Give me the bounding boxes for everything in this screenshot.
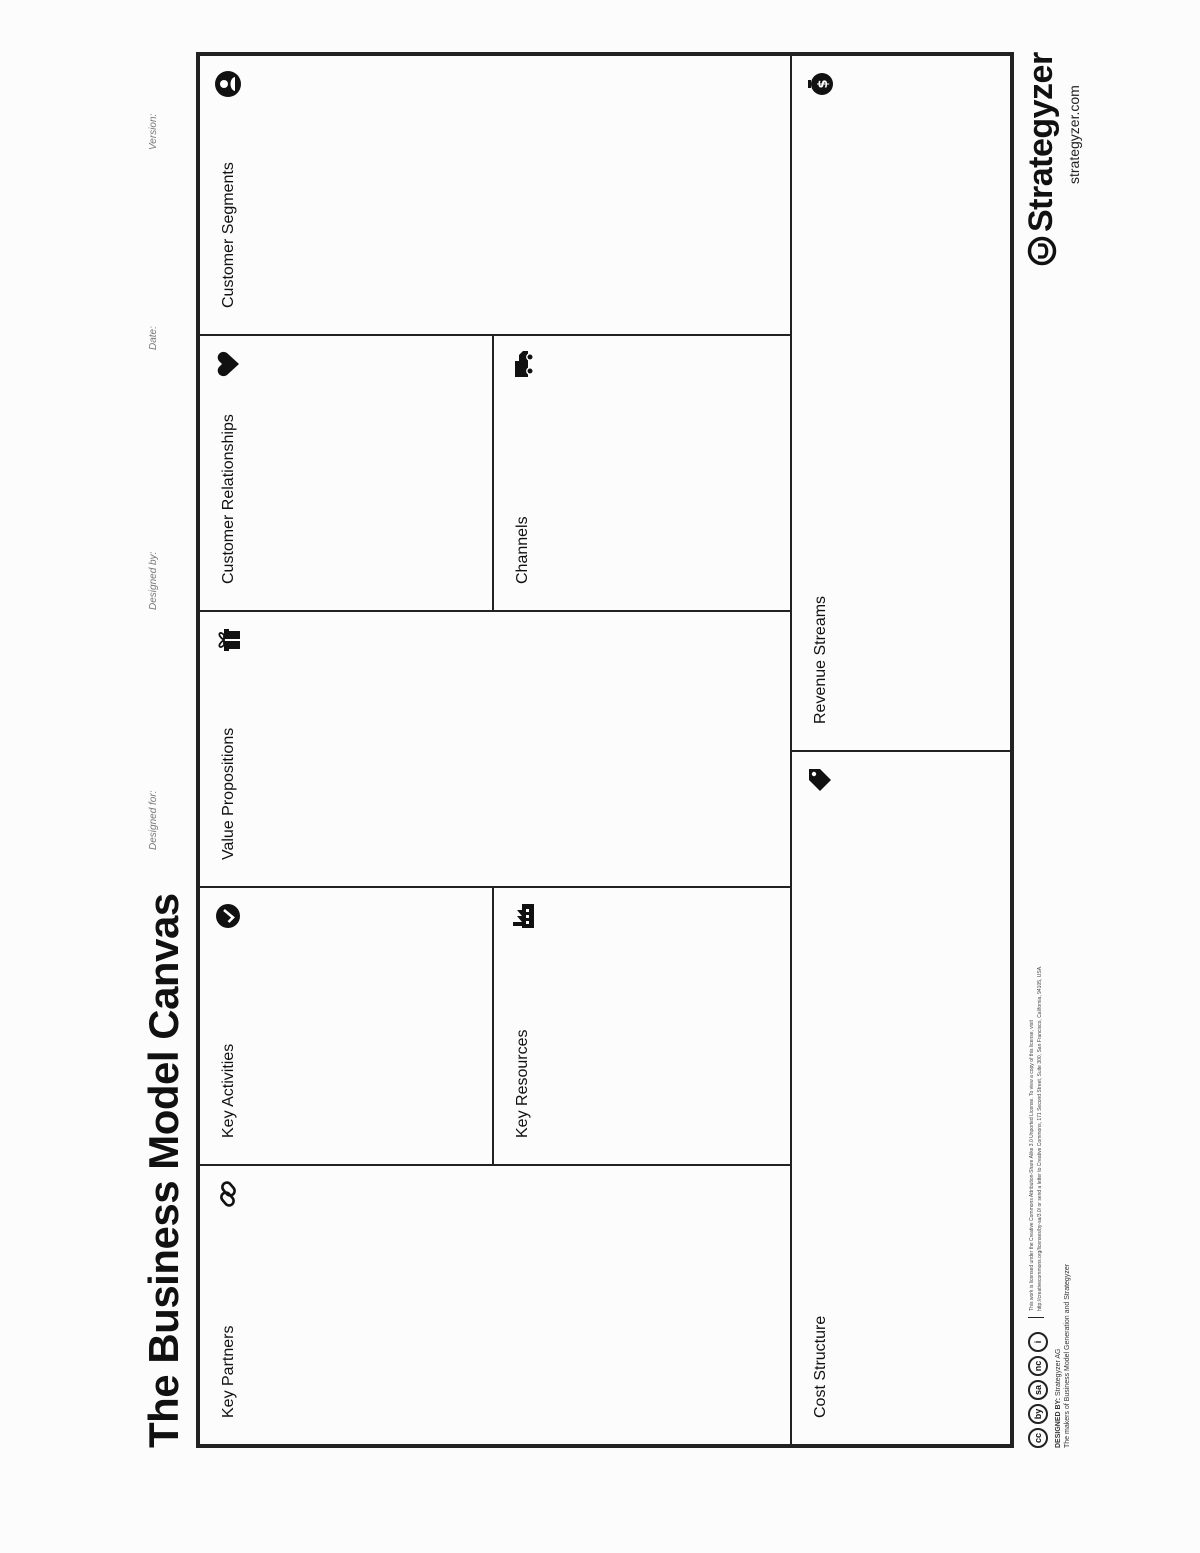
price-tag-icon: [806, 766, 834, 794]
strategyzer-logo-icon: [1027, 236, 1057, 266]
brand-name: Strategyzer: [1022, 52, 1060, 232]
strategyzer-logo: [1022, 52, 1061, 266]
customer-relationships-block[interactable]: [200, 334, 494, 610]
date-label: Date:: [148, 326, 159, 350]
revenue-streams-label: Revenue Streams: [812, 595, 829, 724]
customer-segments-label: Customer Segments: [220, 162, 237, 308]
channels-block[interactable]: [494, 334, 792, 610]
key-activities-label: Key Activities: [220, 1043, 237, 1138]
footer: [1022, 48, 1106, 1448]
key-resources-block[interactable]: [494, 886, 792, 1164]
designed-for-label: Designed for:: [148, 790, 159, 850]
check-icon: [214, 902, 242, 930]
key-activities-block[interactable]: [200, 886, 494, 1164]
designed-by-credit-value: Strategyzer AG: [1055, 1348, 1062, 1396]
by-icon: by: [1028, 1404, 1048, 1424]
cc-license-icons: [1028, 1332, 1048, 1448]
cost-structure-label: Cost Structure: [812, 1315, 829, 1418]
license-line-1: This work is licensed under the Creative Commons Attribution-Share Alike 3.0 Unported License. To view a copy of this license, visit: [1029, 1020, 1035, 1311]
canvas-grid: [196, 52, 1014, 1448]
value-propositions-label: Value Propositions: [220, 727, 237, 860]
makers-note: The makers of Business Model Generation and Strategyzer: [1064, 1263, 1071, 1448]
license-text: [1028, 631, 1044, 1318]
value-propositions-block[interactable]: [200, 610, 792, 886]
designed-by-credit-label: DESIGNED BY:: [1055, 1397, 1062, 1448]
truck-icon: [508, 350, 536, 378]
cost-structure-block[interactable]: [792, 750, 1010, 1444]
designed-by-credit: [1054, 1264, 1072, 1448]
link-icon: [214, 1180, 242, 1208]
license-line-2: http://creativecommons.org/licenses/by-sa/3.0/ or send a letter to Creative Commons, 171 Second Street, Suite 300, San Francisco, California, 94105, USA.: [1037, 965, 1043, 1311]
customer-relationships-label: Customer Relationships: [220, 414, 237, 584]
customer-segments-block[interactable]: [200, 56, 792, 334]
key-resources-label: Key Resources: [514, 1029, 531, 1138]
gift-icon: [214, 626, 242, 654]
svg-text:$: $: [816, 79, 831, 89]
page-title: The Business Model Canvas: [140, 893, 187, 1448]
info-icon: i: [1028, 1332, 1048, 1352]
sa-icon: sa: [1028, 1380, 1048, 1400]
brand-url[interactable]: strategyzer.com: [1066, 85, 1082, 184]
business-model-canvas-sheet: [140, 40, 1110, 1460]
key-partners-block[interactable]: [200, 1164, 792, 1444]
key-partners-label: Key Partners: [220, 1325, 237, 1418]
money-bag-icon: [806, 70, 834, 98]
version-label: Version:: [148, 113, 159, 150]
revenue-streams-block[interactable]: [792, 56, 1010, 750]
cc-icon: cc: [1028, 1428, 1048, 1448]
channels-label: Channels: [514, 516, 531, 584]
heart-icon: [214, 350, 242, 378]
nc-icon: nc: [1028, 1356, 1048, 1376]
person-icon: [214, 70, 242, 98]
designed-by-label: Designed by:: [148, 551, 159, 610]
factory-icon: [508, 902, 536, 930]
